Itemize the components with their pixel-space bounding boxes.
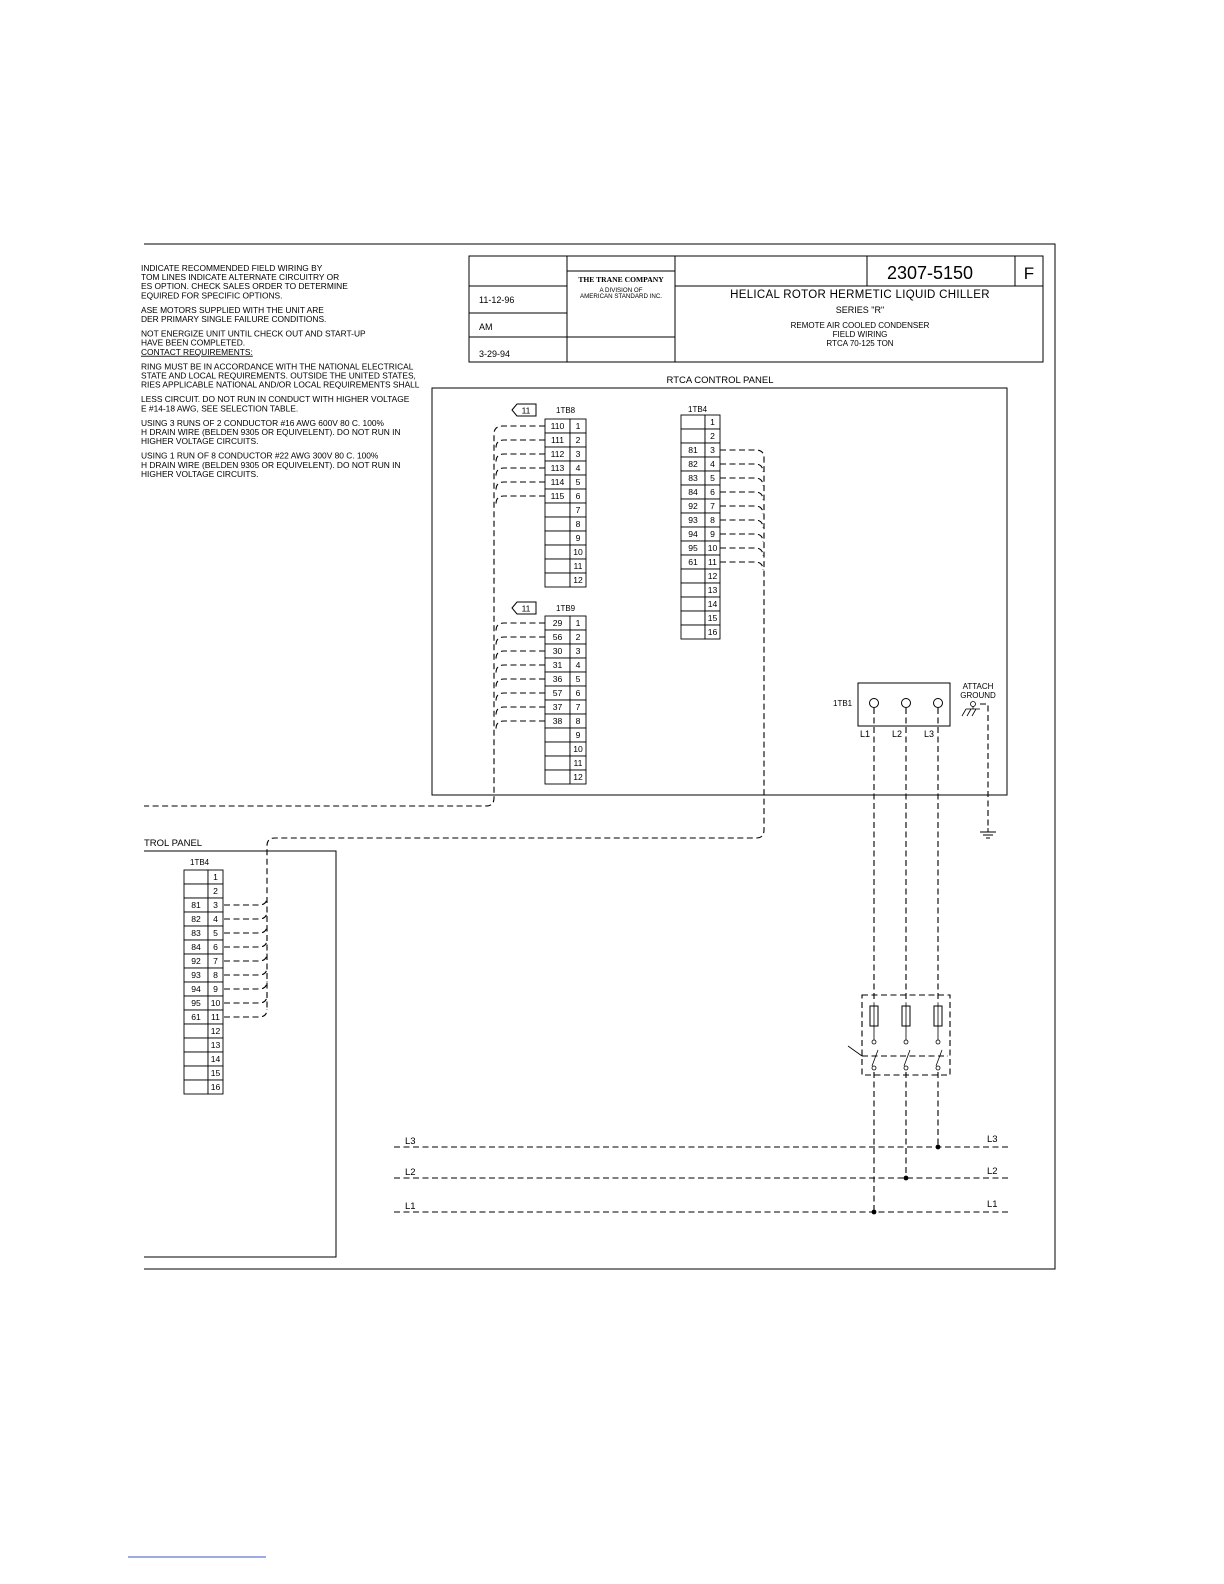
line-label-right-l1: L1: [987, 1199, 998, 1210]
wire-number: 81: [688, 445, 698, 456]
wire-number: 113: [550, 463, 565, 474]
junction-dot: [904, 1176, 909, 1181]
terminal-number: 4: [213, 914, 218, 925]
terminal-number: 11: [708, 557, 717, 568]
condenser-tb4-label: 1TB4: [190, 858, 210, 867]
drawn-by-initials: AM: [479, 322, 493, 332]
wire-number: 82: [688, 459, 698, 470]
wire-number: 110: [550, 421, 565, 432]
wire-number-cell: [545, 770, 570, 784]
terminal-number: 4: [575, 660, 581, 671]
wire-number: 61: [688, 557, 698, 568]
wire-number: 84: [688, 487, 698, 498]
wire-number-cell: [681, 597, 705, 611]
wire-number-cell: [681, 583, 705, 597]
terminal-block-1tb8: [545, 419, 586, 587]
terminal-number: 7: [710, 501, 715, 512]
wire-number-cell: [545, 559, 570, 573]
division-line2: AMERICAN STANDARD INC.: [579, 293, 663, 300]
tb8-field-wiring: [144, 426, 545, 806]
tb9-field-wiring: [496, 623, 545, 729]
note-line: H DRAIN WIRE (BELDEN 9305 OR EQUIVELENT). DO NOT RUN IN: [141, 427, 401, 437]
ground-label-line1: ATTACH: [962, 682, 994, 691]
wire-number: 94: [191, 984, 201, 995]
wire-number-cell: [184, 1080, 208, 1094]
terminal-number: 1: [575, 421, 581, 432]
wire-number-cell: [184, 1024, 208, 1038]
terminal-number: 11: [211, 1012, 220, 1023]
note-ref-flag-tb9: [512, 602, 536, 614]
wire-number-cell: [545, 756, 570, 770]
terminal-number: 6: [575, 491, 581, 502]
wire-number-cell: [545, 742, 570, 756]
tb1-terminal-screws: [870, 699, 943, 708]
terminal-number: 11: [573, 561, 583, 572]
wire-number: 114: [550, 477, 565, 488]
terminal-block-condenser-1tb4: [184, 870, 223, 1094]
terminal-number: 3: [710, 445, 715, 456]
wire-number: 95: [191, 998, 201, 1009]
revision-date-1: 11-12-96: [479, 295, 515, 305]
terminal-number: 2: [575, 632, 581, 643]
note-line: H DRAIN WIRE (BELDEN 9305 OR EQUIVELENT). DO NOT RUN IN: [141, 459, 401, 470]
terminal-number: 7: [575, 702, 581, 713]
wire-number: 95: [688, 543, 698, 554]
wire-number-cell: [545, 728, 570, 742]
wire-number: 94: [688, 529, 698, 540]
line-label-left-l3: L3: [405, 1136, 416, 1147]
terminal-number: 5: [575, 477, 581, 488]
terminal-number: 15: [210, 1068, 221, 1079]
line-label-right-l2: L2: [987, 1166, 998, 1177]
terminal-number: 16: [210, 1082, 221, 1093]
terminal-number: 12: [573, 575, 583, 586]
terminal-number: 6: [710, 487, 715, 498]
note-line: E #14-18 AWG, SEE SELECTION TABLE.: [141, 403, 299, 414]
rtca-panel-label: RTCA CONTROL PANEL: [666, 375, 774, 386]
note-line: STATE AND LOCAL REQUIREMENTS. OUTSIDE THE UNITED STATES,: [141, 370, 416, 381]
note-line: EQUIRED FOR SPECIFIC OPTIONS.: [141, 290, 283, 301]
wire-number: 81: [191, 900, 201, 911]
wire-number: 36: [552, 674, 563, 685]
wire-number-cell: [545, 503, 570, 517]
condenser-control-panel: [144, 851, 336, 1257]
terminal-number: 3: [575, 646, 581, 657]
terminal-number: 8: [213, 970, 218, 981]
terminal-number: 8: [575, 519, 581, 530]
note-ref-flag-tb8: [512, 404, 536, 416]
wire-number: 30: [552, 646, 563, 657]
terminal-number: 7: [213, 956, 218, 967]
wire-number: 61: [191, 1012, 201, 1023]
terminal-number: 14: [210, 1054, 221, 1065]
wire-number: 83: [191, 928, 201, 939]
wire-number: 82: [191, 914, 201, 925]
wire-number: 93: [191, 970, 201, 981]
terminal-number: 12: [707, 571, 718, 582]
terminal-number: 5: [710, 473, 715, 484]
main-power-lines: [394, 1145, 1008, 1215]
wire-number: 115: [550, 491, 565, 502]
terminal-number: 15: [707, 613, 718, 624]
note-line: ES OPTION. CHECK SALES ORDER TO DETERMINE: [141, 281, 348, 292]
division-line1: A DIVISION OF: [599, 287, 643, 294]
wire-number: 92: [688, 501, 698, 512]
terminal-block-1tb9: [545, 616, 586, 784]
terminal-number: 7: [575, 505, 581, 516]
note-line: TOM LINES INDICATE ALTERNATE CIRCUITRY OR: [141, 272, 340, 283]
terminal-block-1tb1: [858, 683, 950, 726]
note-line: DER PRIMARY SINGLE FAILURE CONDITIONS.: [141, 314, 327, 324]
tb8-label: 1TB8: [556, 406, 576, 415]
terminal-number: 9: [710, 529, 715, 540]
condenser-tb4-wiring: [224, 897, 267, 1017]
general-notes: [141, 263, 420, 479]
wire-number-cell: [545, 517, 570, 531]
wire-number: 84: [191, 942, 201, 953]
terminal-number: 14: [707, 599, 718, 610]
tb1-terminal-l1: L1: [860, 729, 871, 739]
terminal-number: 10: [707, 543, 718, 554]
revision-letter: F: [1023, 264, 1035, 283]
terminal-number: 2: [710, 431, 715, 442]
wire-number-cell: [184, 870, 208, 884]
note-line: USING 3 RUNS OF 2 CONDUCTOR #16 AWG 600V 80 C. 100%: [141, 417, 384, 428]
line-label-left-l2: L2: [405, 1167, 416, 1178]
svg-text:11: 11: [521, 405, 531, 416]
wire-number: 56: [552, 632, 563, 643]
rtca-tb4-label: 1TB4: [688, 405, 708, 414]
terminal-number: 11: [573, 758, 583, 769]
terminal-number: 1: [213, 872, 218, 883]
wire-number: 93: [688, 515, 698, 526]
note-line: HAVE BEEN COMPLETED.: [141, 337, 246, 348]
ground-label-line2: GROUND: [960, 691, 996, 700]
terminal-number: 3: [575, 449, 581, 460]
terminal-number: 9: [213, 984, 218, 995]
wire-number-cell: [681, 625, 705, 639]
note-line: RIES APPLICABLE NATIONAL AND/OR LOCAL REQUIREMENTS SHALL: [141, 379, 420, 390]
terminal-number: 13: [210, 1040, 221, 1051]
wire-number-cell: [545, 531, 570, 545]
note-line: INDICATE RECOMMENDED FIELD WIRING BY: [141, 263, 323, 273]
condenser-panel-label: TROL PANEL: [144, 838, 203, 849]
drawing-subtitle-1: REMOTE AIR COOLED CONDENSER: [790, 321, 930, 330]
tb1-terminal-l3: L3: [924, 729, 935, 739]
terminal-number: 9: [575, 533, 581, 544]
wire-number-cell: [545, 545, 570, 559]
terminal-number: 1: [575, 618, 581, 629]
terminal-number: 1: [710, 417, 715, 428]
terminal-number: 12: [573, 772, 583, 783]
note-line: CONTACT REQUIREMENTS:: [141, 346, 253, 357]
drawing-title: HELICAL ROTOR HERMETIC LIQUID CHILLER: [730, 289, 990, 301]
terminal-block-rtca-1tb4: [681, 415, 720, 639]
terminal-number: 9: [575, 730, 581, 741]
terminal-number: 3: [213, 900, 218, 911]
wire-number: 37: [552, 702, 563, 713]
drawing-subtitle-2: FIELD WIRING: [832, 330, 888, 339]
wire-number-cell: [681, 611, 705, 625]
terminal-number: 5: [213, 928, 218, 939]
wire-number-cell: [184, 884, 208, 898]
note-line: HIGHER VOLTAGE CIRCUITS.: [141, 468, 259, 479]
fused-disconnect-switch: [848, 995, 950, 1075]
note-line: LESS CIRCUIT. DO NOT RUN IN CONDUCT WITH HIGHER VOLTAGE: [141, 394, 410, 405]
company-name: THE TRANE COMPANY: [578, 275, 664, 284]
tb1-terminal-l2: L2: [892, 729, 903, 739]
wire-number-cell: [184, 1052, 208, 1066]
terminal-number: 8: [710, 515, 715, 526]
junction-dot: [936, 1145, 941, 1150]
terminal-number: 2: [575, 435, 581, 446]
terminal-number: 4: [710, 459, 715, 470]
wire-number: 112: [550, 449, 565, 460]
wire-number: 111: [550, 435, 565, 446]
power-feeder-wiring: [874, 708, 938, 1212]
note-line: NOT ENERGIZE UNIT UNTIL CHECK OUT AND START-UP: [141, 328, 366, 339]
junction-dot: [872, 1210, 877, 1215]
terminal-number: 10: [210, 998, 221, 1009]
line-label-right-l3: L3: [987, 1134, 998, 1145]
note-line: ASE MOTORS SUPPLIED WITH THE UNIT ARE: [141, 304, 324, 315]
note-line: HIGHER VOLTAGE CIRCUITS.: [141, 436, 259, 447]
wire-number-cell: [545, 573, 570, 587]
terminal-number: 6: [213, 942, 218, 953]
wire-number-cell: [681, 569, 705, 583]
tb1-label: 1TB1: [833, 699, 853, 708]
wire-number: 31: [552, 660, 563, 671]
note-line: USING 1 RUN OF 8 CONDUCTOR #22 AWG 300V 80 C. 100%: [141, 450, 379, 461]
wire-number: 38: [552, 716, 563, 727]
drawing-subtitle-3: RTCA 70-125 TON: [826, 339, 894, 348]
terminal-number: 12: [210, 1026, 221, 1037]
wire-number: 57: [552, 688, 563, 699]
line-label-left-l1: L1: [405, 1201, 416, 1212]
terminal-number: 5: [575, 674, 581, 685]
wire-number-cell: [681, 429, 705, 443]
title-block: [469, 256, 1043, 362]
terminal-number: 10: [573, 744, 583, 755]
wire-number: 29: [552, 618, 563, 629]
wire-number: 92: [191, 956, 201, 967]
terminal-number: 8: [575, 716, 581, 727]
tb9-label: 1TB9: [556, 604, 576, 613]
earth-ground-icon: [980, 828, 996, 838]
revision-date-2: 3-29-94: [479, 349, 511, 359]
chassis-ground-icon: [962, 702, 988, 829]
terminal-number: 13: [707, 585, 718, 596]
terminal-number: 16: [707, 627, 718, 638]
note-line: RING MUST BE IN ACCORDANCE WITH THE NATIONAL ELECTRICAL: [141, 361, 414, 372]
terminal-number: 6: [575, 688, 581, 699]
terminal-number: 2: [213, 886, 218, 897]
terminal-number: 4: [575, 463, 581, 474]
wire-number-cell: [184, 1038, 208, 1052]
drawing-series: SERIES "R": [835, 305, 885, 315]
drawing-number: 2307-5150: [886, 263, 974, 283]
svg-text:11: 11: [521, 603, 531, 614]
wire-number: 83: [688, 473, 698, 484]
wire-number-cell: [681, 415, 705, 429]
wire-number-cell: [184, 1066, 208, 1080]
terminal-number: 10: [573, 547, 583, 558]
